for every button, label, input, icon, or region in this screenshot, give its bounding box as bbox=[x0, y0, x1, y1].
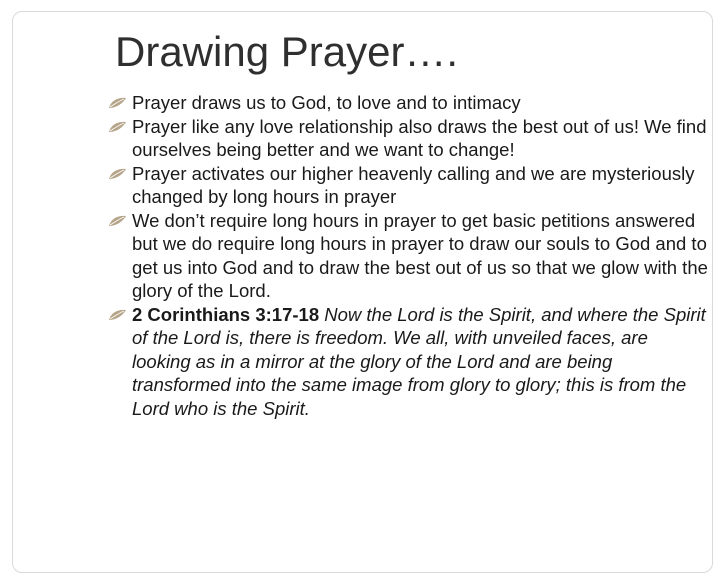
bullet-item bbox=[108, 115, 708, 162]
bullet-text: Prayer like any love relationship also draws the best out of us! We find ourselves being better and we want to change! bbox=[132, 115, 707, 160]
bullet-item bbox=[108, 209, 708, 303]
bullet-item bbox=[108, 162, 708, 209]
bullet-item bbox=[108, 91, 708, 115]
scripture-reference: 2 Corinthians 3:17-18 bbox=[132, 303, 320, 325]
leaf-bullet-icon bbox=[108, 97, 127, 109]
slide-title: Drawing Prayer…. bbox=[115, 28, 459, 75]
leaf-bullet-icon bbox=[108, 168, 127, 180]
bullet-text: Prayer draws us to God, to love and to intimacy bbox=[132, 92, 521, 113]
leaf-bullet-icon bbox=[108, 215, 127, 227]
leaf-bullet-icon bbox=[108, 121, 127, 133]
bullet-item bbox=[108, 303, 708, 421]
bullet-text: We don’t require long hours in prayer to get basic petitions answered but we do require long hours in prayer to draw our souls to God and to get us into God and to draw the best out of us so that we glow with the glory of the Lord. bbox=[132, 209, 708, 301]
bullet-list bbox=[108, 91, 708, 420]
scripture-quote: Now the Lord is the Spirit, and where the Spirit of the Lord is, there is freedom. We all, with unveiled faces, are looking as in a mirror at the glory of the Lord and are being transformed into the same image from glory to glory; this is from the Lord who is the Spirit. bbox=[132, 303, 706, 419]
leaf-bullet-icon bbox=[108, 309, 127, 321]
bullet-text: Prayer activates our higher heavenly calling and we are mysteriously changed by long hours in prayer bbox=[132, 162, 695, 207]
